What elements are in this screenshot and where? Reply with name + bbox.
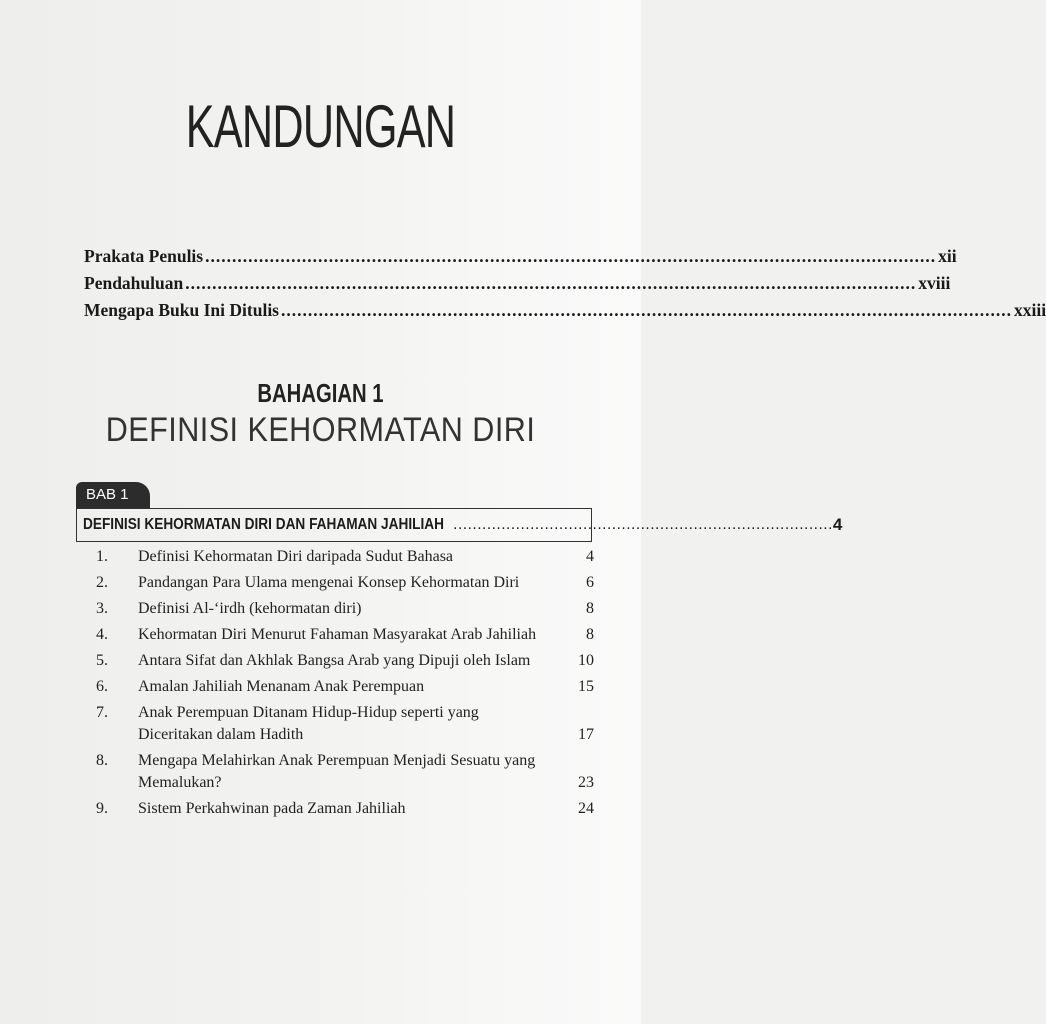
section-title: Pandangan Para Ulama mengenai Konsep Kehormatan Diri xyxy=(138,574,520,591)
list-item xyxy=(96,702,594,746)
section-number: 7. xyxy=(96,704,108,721)
section-number: 1. xyxy=(96,548,108,565)
list-item xyxy=(96,572,594,594)
toc-entry-label: Pendahuluan xyxy=(84,273,184,293)
section-title: Antara Sifat dan Akhlak Bangsa Arab yang Dipuji oleh Islam xyxy=(138,652,531,669)
toc-entry xyxy=(84,246,957,273)
section-number: 6. xyxy=(96,678,108,695)
list-item xyxy=(96,650,594,672)
section-page: 24 xyxy=(578,800,594,817)
section-title: Mengapa Melahirkan Anak Perempuan Menjadi Sesuatu yang Memalukan? xyxy=(138,752,536,791)
section-number: 2. xyxy=(96,574,108,591)
chapter-tab: BAB 1 xyxy=(76,482,150,508)
leader-dots: ........................................................................................................................................ xyxy=(281,300,1012,320)
section-title: Kehormatan Diri Menurut Fahaman Masyarakat Arab Jahiliah xyxy=(138,626,537,643)
section-title: Sistem Perkahwinan pada Zaman Jahiliah xyxy=(138,800,406,817)
toc-entry xyxy=(84,273,951,300)
front-matter-toc xyxy=(84,246,1046,327)
section-list xyxy=(96,546,594,824)
toc-entry xyxy=(84,300,1046,327)
chapter-title: DEFINISI KEHORMATAN DIRI DAN FAHAMAN JAHILIAH xyxy=(83,516,444,533)
toc-entry-page: xviii xyxy=(918,273,951,293)
section-number: 9. xyxy=(96,800,108,817)
section-page: 6 xyxy=(586,574,594,591)
list-item xyxy=(96,598,594,620)
section-number: 8. xyxy=(96,752,108,769)
list-item xyxy=(96,676,594,698)
list-item xyxy=(96,750,594,794)
page-title: KANDUNGAN xyxy=(185,93,456,160)
section-page: 8 xyxy=(586,626,594,643)
toc-entry-label: Prakata Penulis xyxy=(84,246,204,266)
section-page: 17 xyxy=(578,726,594,743)
list-item xyxy=(96,798,594,820)
list-item xyxy=(96,546,594,568)
section-title: Amalan Jahiliah Menanam Anak Perempuan xyxy=(138,678,425,695)
section-page: 4 xyxy=(586,548,594,565)
list-item xyxy=(96,624,594,646)
toc-entry-page: xxiii xyxy=(1014,300,1046,320)
section-page: 15 xyxy=(578,678,594,695)
section-number: 4. xyxy=(96,626,108,643)
section-page: 8 xyxy=(586,600,594,617)
section-number: 3. xyxy=(96,600,108,617)
section-title: Definisi Al-‘irdh (kehormatan diri) xyxy=(138,600,362,617)
chapter-page: 4 xyxy=(832,515,843,534)
section-number: 5. xyxy=(96,652,108,669)
leader-dots: ........................................................................................................................................ xyxy=(185,273,917,293)
leader-dots: ............................................................................... xyxy=(453,516,833,533)
part-title: DEFINISI KEHORMATAN DIRI xyxy=(105,411,536,449)
toc-entry-page: xii xyxy=(938,246,957,266)
section-title: Definisi Kehormatan Diri daripada Sudut Bahasa xyxy=(138,548,454,565)
toc-entry-label: Mengapa Buku Ini Ditulis xyxy=(84,300,279,320)
section-page: 23 xyxy=(578,774,594,791)
section-page: 10 xyxy=(578,652,594,669)
section-title: Anak Perempuan Ditanam Hidup-Hidup seperti yang Diceritakan dalam Hadith xyxy=(138,704,479,743)
leader-dots: ........................................................................................................................................ xyxy=(205,246,937,266)
part-label: BAHAGIAN 1 xyxy=(257,378,384,408)
chapter-heading xyxy=(76,508,843,542)
